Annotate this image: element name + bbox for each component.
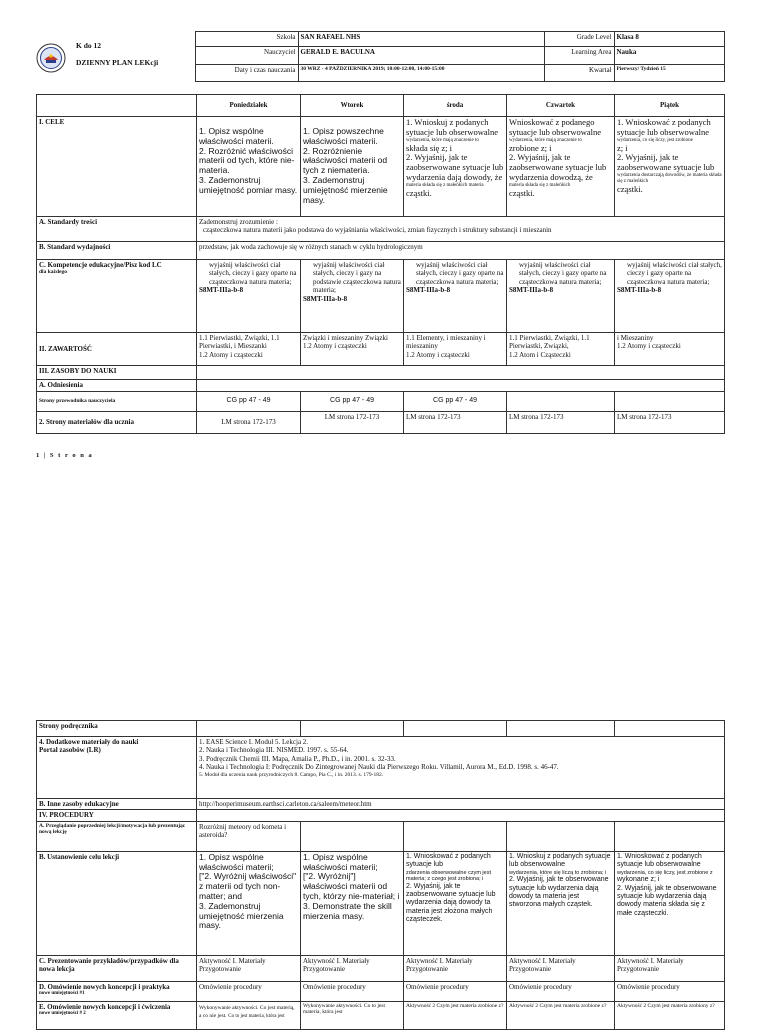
standardy-line1: Zademonstruj zrozumienie : — [199, 218, 278, 226]
omowienie2-mon-cell — [197, 1001, 301, 1029]
grade-level-label: Grade Level — [544, 32, 614, 47]
grade-span: K do 12 — [76, 40, 102, 50]
prezentowanie-wed: Aktywność I. Materiały Przygotowanie — [404, 955, 507, 981]
dodatkowe-label: 4. Dodatkowe materiały do nauki — [39, 738, 139, 746]
dodatkowe-list — [197, 737, 725, 799]
cele-fri — [615, 117, 725, 217]
przewodnik-wed: CG pp 47 - 49 — [404, 392, 507, 412]
szkola-label: Szkoła — [195, 32, 298, 47]
nauczyciel-label: Nauczyciel — [195, 47, 298, 65]
szkola-value: SAN RAFAEL NHS — [298, 32, 544, 47]
zawartosc-tue: Związki i mieszaniny Związki 1.2 Atomy i cząsteczki — [301, 333, 404, 366]
cele-fri-b: wydarzenia, co się liczy, jest zrobione — [617, 137, 693, 143]
cel-thu-b: wydarzenia, które się liczą to zrobiona; i — [509, 869, 607, 876]
przewodnik-fri — [615, 392, 725, 412]
kompetencje-tue — [301, 260, 404, 333]
przeglad-label: A. Przeglądanie poprzedniej lekcji/motywacja lub prezentując nową lekcję — [37, 821, 197, 851]
cel-wed — [404, 851, 507, 955]
plan-table-page1 — [36, 94, 725, 434]
omowienie1-label-cell — [37, 981, 197, 1001]
standardy-label: A. Standardy treści — [37, 217, 197, 242]
cele-thu — [507, 117, 615, 217]
cel-fri-a: 1. Wnioskować z podanych sytuacje lub obserwowalne — [617, 852, 702, 869]
kompetencje-label-cell — [37, 260, 197, 333]
kwartal-value: Pierwszy/ Tydzień 15 — [614, 65, 724, 82]
materialy-mon: LM strona 172-173 — [197, 412, 301, 434]
cele-fri-a: 1. Wnioskować z podanych sytuacje lub obserwowalne — [617, 117, 711, 137]
dodatkowe-item: 2. Nauka i Technologia III. NISMED. 1997. s. 55-64. — [199, 746, 349, 755]
dodatkowe-item: 1. EASE Science I. Moduł 5. Lekcja 2. — [199, 738, 309, 746]
zawartosc-thu: 1.1 Pierwiastki, Związki, 1.1 Pierwiastki, Związki, 1.2 Atom i Cząsteczki — [507, 333, 615, 366]
page-number-footer: 1 | S t r o n a — [36, 452, 94, 459]
materialy-wed: LM strona 172-173 — [404, 412, 507, 434]
omowienie1-mon: Omówienie procedury — [197, 981, 301, 1001]
omowienie1-fri: Omówienie procedury — [615, 981, 725, 1001]
omowienie2-label-cell — [37, 1001, 197, 1029]
lc-code-wed: S8MT-IIIa-b-8 — [406, 286, 451, 295]
page-2 — [0, 718, 768, 1024]
cele-wed-d: materia składa się z małeńkich materia — [406, 182, 484, 188]
zawartosc-wed: 1.1 Elementy, i mieszaniny i mieszaniny 1.2 Atomy i cząsteczki — [404, 333, 507, 366]
page-1 — [0, 0, 768, 470]
day-header-wed: środa — [404, 95, 507, 117]
kompetencje-wed-text: wyjaśnij właściwości ciał stałych, cieczy i gazy oparte na cząsteczkowa natura materia; — [416, 261, 504, 286]
cele-thu-d: materia składa się z maleńkich — [509, 182, 571, 188]
zasoby-label: III. ZASOBY DO NAUKI — [37, 366, 197, 380]
kompetencje-tue-text: wyjaśnij właściwości ciał stałych, cieczy i gazy na podstawie cząsteczkowa natura materia; — [313, 261, 401, 295]
cele-wed-e: cząstki. — [406, 187, 432, 198]
kompetencje-mon — [197, 260, 301, 333]
dodatkowe-label-cell — [37, 737, 197, 799]
materialy-thu: LM strona 172-173 — [507, 412, 615, 434]
lc-code-tue: S8MT-IIIa-b-8 — [303, 294, 348, 303]
dodatkowe-item: 4. Nauka i Technologia I: Podręcznik Do Zintegrowanej Nauki dla Pierwszego Roku. Villamil, Aurora M., Ed.D. 1998. s. 46-47. — [199, 763, 559, 772]
cel-thu-c: 2. Wyjaśnij, jak te obserwowane sytuacje lub wydarzenia dają dowody ta materia jest stworzona małych cząstek. — [509, 876, 609, 909]
learning-area-label: Learning Area — [544, 47, 614, 65]
omowienie2-mon: Wykonywanie aktywności. Co jest materią, a co nie jest. — [199, 1004, 295, 1020]
cel-wed-b: zdarzenia obserwowalne czym jest materia; z czego jest zrobiona; i — [406, 869, 491, 883]
omowienie1-label: D. Omówienie nowych koncepcji i praktyka — [39, 982, 170, 991]
kompetencje-mon-text: wyjaśnij właściwości ciał stałych, cieczy i gazy oparte na cząsteczkowa natura materia; — [209, 261, 297, 286]
cel-fri — [615, 851, 725, 955]
kompetencje-fri — [615, 260, 725, 333]
podrecznik-label: Strony podręcznika — [37, 721, 197, 737]
przewodnik-tue: CG pp 47 - 49 — [301, 392, 404, 412]
omowienie1-wed: Omówienie procedury — [404, 981, 507, 1001]
lc-code-fri: S8MT-IIIa-b-8 — [617, 286, 662, 295]
materialy-fri: LM strona 172-173 — [615, 412, 725, 434]
cel-fri-c: wykonane z; i 2. Wyjaśnij, jak te obserwowane sytuacje lub wydarzenia dają dowody materia składa się z małe cząsteczki. — [617, 876, 717, 917]
kwartal-label: Kwartał — [544, 65, 614, 82]
inne-label: B. Inne zasoby edukacyjne — [37, 799, 197, 810]
cel-wed-a: 1. Wnioskować z podanych sytuacje lub — [406, 852, 491, 869]
omowienie2-tue: Wykonywanie aktywności. Co to jest materia, która jest — [301, 1001, 404, 1029]
materialy-tue: LM strona 172-173 — [301, 412, 404, 434]
omowienie1-sub: nowe umiejętności #1 — [39, 991, 85, 997]
omowienie2-wed: Aktywność 2 Czym jest materia zrobione z? — [404, 1001, 507, 1029]
cele-label: I. CELE — [37, 117, 197, 217]
omowienie1-thu: Omówienie procedury — [507, 981, 615, 1001]
przewodnik-mon: CG pp 47 - 49 — [197, 392, 301, 412]
zawartosc-mon: 1.1 Pierwiastki, Związki, 1.1 Pierwiastki, i Mieszanki 1.2 Atomy i cząsteczki — [197, 333, 301, 366]
header-table — [36, 31, 725, 82]
prezentowanie-label: C. Prezentowanie przykładów/przypadków dla nowa lekcja — [37, 955, 197, 981]
plan-table-page2 — [36, 720, 725, 1030]
cele-wed — [404, 117, 507, 217]
dodatkowe-item: 3. Podręcznik Chemii III. Mapa, Amalia P., Ph.D., i in. 2001. s. 32-33. — [199, 754, 396, 763]
cele-wed-b: wydarzenia, które mają znaczenie to — [406, 137, 479, 143]
kompetencje-label: C. Kompetencje edukacyjne/Pisz kod LC — [39, 261, 162, 269]
prezentowanie-fri: Aktywność I. Materiały Przygotowanie — [615, 955, 725, 981]
omowienie2-label: E. Omówienie nowych koncepcji i ćwiczenia — [39, 1002, 171, 1011]
kompetencje-wed — [404, 260, 507, 333]
standardy-value — [197, 217, 725, 242]
dodatkowe-item: 5. Moduł dla uczenia nauk przyrodniczych 8. Campo, Pia C., i in. 2013. s. 179-182. — [199, 771, 384, 778]
day-header-tue: Wtorek — [301, 95, 404, 117]
cele-wed-a: 1. Wnioskuj z podanych sytuacje lub obserwowalne — [406, 117, 499, 137]
cel-label: B. Ustanowienie celu lekcji — [37, 851, 197, 955]
prezentowanie-tue: Aktywność I. Materiały Przygotowanie — [301, 955, 404, 981]
odniesienia-label: A. Odniesienia — [37, 380, 197, 392]
materialy-label: 2. Strony materiałów dla ucznia — [37, 412, 197, 434]
cel-thu-a: 1. Wnioskuj z podanych sytuacje lub obserwowalne — [509, 852, 611, 869]
procedury-label: IV. PROCEDURY — [37, 810, 197, 821]
zawartosc-label: II. ZAWARTOŚĆ — [37, 333, 197, 366]
omowienie2-sub: nowe umiejętności # 2 — [39, 1011, 86, 1017]
portal-label: Portal zasobów (LR) — [39, 746, 101, 755]
kompetencje-sublabel: dla każdego — [39, 269, 67, 276]
przeglad-mon: Rozróżnij meteory od kometa i asteroida? — [197, 821, 301, 851]
cele-wed-c: składa się z; i 2. Wyjaśnij, jak te zaobserwowane sytuacje lub wydarzenia dają dowody, że — [406, 142, 504, 182]
przewodnik-thu — [507, 392, 615, 412]
cel-tue: 1. Opisz wspólne właściwości materii; ["2. Wyróżnij"] właściwości materii od tych, którzy nie-materiał; i 3. Demonstrate the skill mierzenia masy. — [301, 851, 404, 955]
wydajnosc-value: przedstaw, jak woda zachowuje się w różnych stanach w cyklu hydrologicznym — [197, 242, 725, 260]
kompetencje-thu — [507, 260, 615, 333]
grade-level-value: Klasa 8 — [614, 32, 724, 47]
lc-code-thu: S8MT-IIIa-b-8 — [509, 286, 554, 295]
lc-code-mon: S8MT-IIIa-b-8 — [199, 286, 244, 295]
day-header-fri: Piątek — [615, 95, 725, 117]
day-header-thu: Czwartek — [507, 95, 615, 117]
cele-mon: 1. Opisz wspólne właściwości materii. 2. Rozróżnić właściwości materii od tych, które nie-materia. 3. Zademonstruj umiejętność pomiar masy. — [197, 117, 301, 217]
cele-fri-c: z; i 2. Wyjaśnij, jak te zaobserwowane sytuacje lub — [617, 142, 715, 173]
cel-thu — [507, 851, 615, 955]
nauczyciel-value: GERALD E. BACULNA — [298, 47, 544, 65]
prezentowanie-mon: Aktywność I. Materiały Przygotowanie — [197, 955, 301, 981]
omowienie2-fri: Aktywność 2 Czym jest materia zrobiony z? — [615, 1001, 725, 1029]
omowienie1-tue: Omówienie procedury — [301, 981, 404, 1001]
daty-label: Daty i czas nauczania — [195, 65, 298, 82]
zawartosc-fri: i Mieszaniny 1.2 Atomy i cząsteczki — [615, 333, 725, 366]
plan-title: DZIENNY PLAN LEKcji — [76, 57, 159, 67]
day-header-mon: Poniedziałek — [197, 95, 301, 117]
cele-thu-e: cząstki. — [509, 187, 535, 198]
przewodnik-label: Strony przewodnika nauczyciela — [37, 392, 197, 412]
cel-fri-b: wydarzenia, co się liczy, jest zrobione z — [617, 869, 713, 876]
inne-value: http://hooperimuseum.earthsci.carleton.ca/saleem/meteor.htm — [197, 799, 725, 810]
cele-thu-c: zrobione z; i 2. Wyjaśnij, jak te zaobserwowane sytuacje lub wydarzenia dowodzą, że — [509, 142, 607, 182]
cele-thu-a: Wnioskować z podanego sytuacje lub obserwowalne — [509, 117, 602, 137]
cel-wed-c: 2. Wyjaśnij, jak te zaobserwowane sytuacje lub wydarzenia dają dowody ta materia jest złożona małych cząsteczek. — [406, 882, 496, 924]
omowienie2-mon-tail: Co to jest materia, która jest — [228, 1014, 285, 1020]
daty-value: 30 WRZ - 4 PAŹDZIERNIKA 2019; 10:00-12:00, 14:00-15:00 — [298, 65, 544, 82]
wydajnosc-label: B. Standard wydajności — [37, 242, 197, 260]
prezentowanie-thu: Aktywność I. Materiały Przygotowanie — [507, 955, 615, 981]
cele-thu-b: wydarzenia, które mają znaczenie to — [509, 137, 582, 143]
omowienie2-thu: Aktywność 2 Czym jest materia zrobione z? — [507, 1001, 615, 1029]
cele-tue: 1. Opisz powszechne właściwości materii. 2. Rozróżnienie właściwości materii od tych z niemateria. 3. Zademonstruj umiejętność mierzenie masy. — [301, 117, 404, 217]
cele-fri-e: cząstki. — [617, 183, 643, 194]
kompetencje-fri-text: wyjaśnij właściwości ciał stałych, cieczy i gazy oparte na cząsteczkowa natura materia; — [627, 261, 722, 286]
cele-fri-d: wydarzenia dostarczają dowodów, że materia składa się z maleńkich — [617, 172, 722, 184]
cel-mon: 1. Opisz wspólne właściwości materii; ["2. Wyróżnij właściwości" z materii od tych non-matter; and 3. Zademonstruj umiejętność mierzenia masy. — [197, 851, 301, 955]
kompetencje-thu-text: wyjaśnij właściwości ciał stałych, cieczy i gazy oparte na cząsteczkowa natura materia; — [519, 261, 607, 286]
standardy-line2: cząsteczkowa natura materii jako podstawa do wyjaśniania właściwości, zmian fizycznych i struktury substancji i mieszanin — [203, 226, 552, 235]
learning-area-value: Nauka — [614, 47, 724, 65]
